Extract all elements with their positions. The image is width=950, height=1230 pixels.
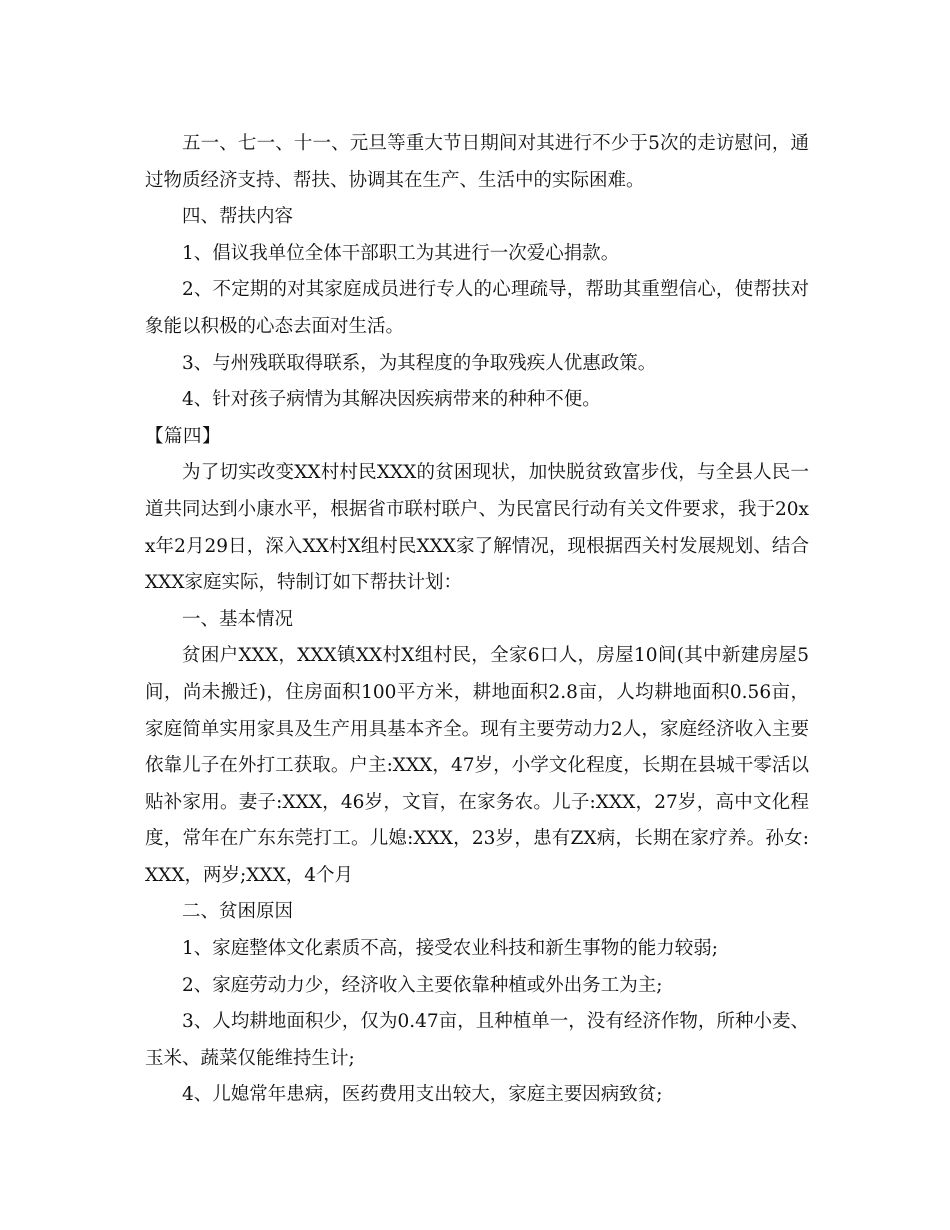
list-item-illness: 4、儿媳常年患病，医药费用支出较大，家庭主要因病致贫;: [182, 1084, 663, 1106]
paragraph-introduction: 为了切实改变XX村村民XXX的贫困现状，加快脱贫致富步伐，与全县人民一道共同达到小康水平，根据省市联村联户、为民富民行动有关文件要求，我于20xx年2月29日，深入XX村X组村民XXX家了解情况，现根据西关村发展规划、结合XXX家庭实际，特制订如下帮扶计划：: [145, 462, 809, 594]
document-body: [145, 126, 809, 1114]
paragraph-household-details: 贫困户XXX，XXX镇XX村X组村民，全家6口人，房屋10间(其中新建房屋5间，尚未搬迁)，住房面积100平方米，耕地面积2.8亩，人均耕地面积0.56亩，家庭简单实用家具及生产用具基本齐全。现有主要劳动力2人，家庭经济收入主要依靠儿子在外打工获取。户主:XXX，47岁，小学文化程度，长期在县城干零活以贴补家用。妻子:XXX，46岁，文盲，在家务农。儿子:XXX，27岁，高中文化程度，常年在广东东莞打工。儿媳:XXX，23岁，患有ZX病，长期在家疗养。孙女:XXX，两岁;XXX，4个月: [145, 645, 809, 886]
section-title-part-four: 【篇四】: [145, 425, 222, 447]
list-item-child-illness: 4、针对孩子病情为其解决因疾病带来的种种不便。: [182, 389, 601, 411]
heading-basic-situation: 一、基本情况: [182, 608, 294, 630]
list-item-counseling: 2、不定期的对其家庭成员进行专人的心理疏导，帮助其重塑信心，使帮扶对象能以积极的心态去面对生活。: [145, 279, 809, 337]
list-item-farmland: 3、人均耕地面积少，仅为0.47亩，且种植单一，没有经济作物，所种小麦、玉米、蔬菜仅能维持生计;: [145, 1011, 809, 1069]
list-item-education: 1、家庭整体文化素质不高，接受农业科技和新生事物的能力较弱;: [182, 938, 719, 960]
list-item-labor: 2、家庭劳动力少，经济收入主要依靠种植或外出务工为主;: [182, 974, 663, 996]
heading-poverty-causes: 二、贫困原因: [182, 901, 294, 923]
list-item-donation: 1、倡议我单位全体干部职工为其进行一次爱心捐款。: [182, 242, 620, 264]
paragraph-visits: 五一、七一、十一、元旦等重大节日期间对其进行不少于5次的走访慰问，通过物质经济支持、帮扶、协调其在生产、生活中的实际困难。: [145, 133, 809, 191]
heading-assistance-content: 四、帮扶内容: [182, 206, 294, 228]
list-item-disability-policy: 3、与州残联取得联系，为其程度的争取残疾人优惠政策。: [182, 352, 657, 374]
